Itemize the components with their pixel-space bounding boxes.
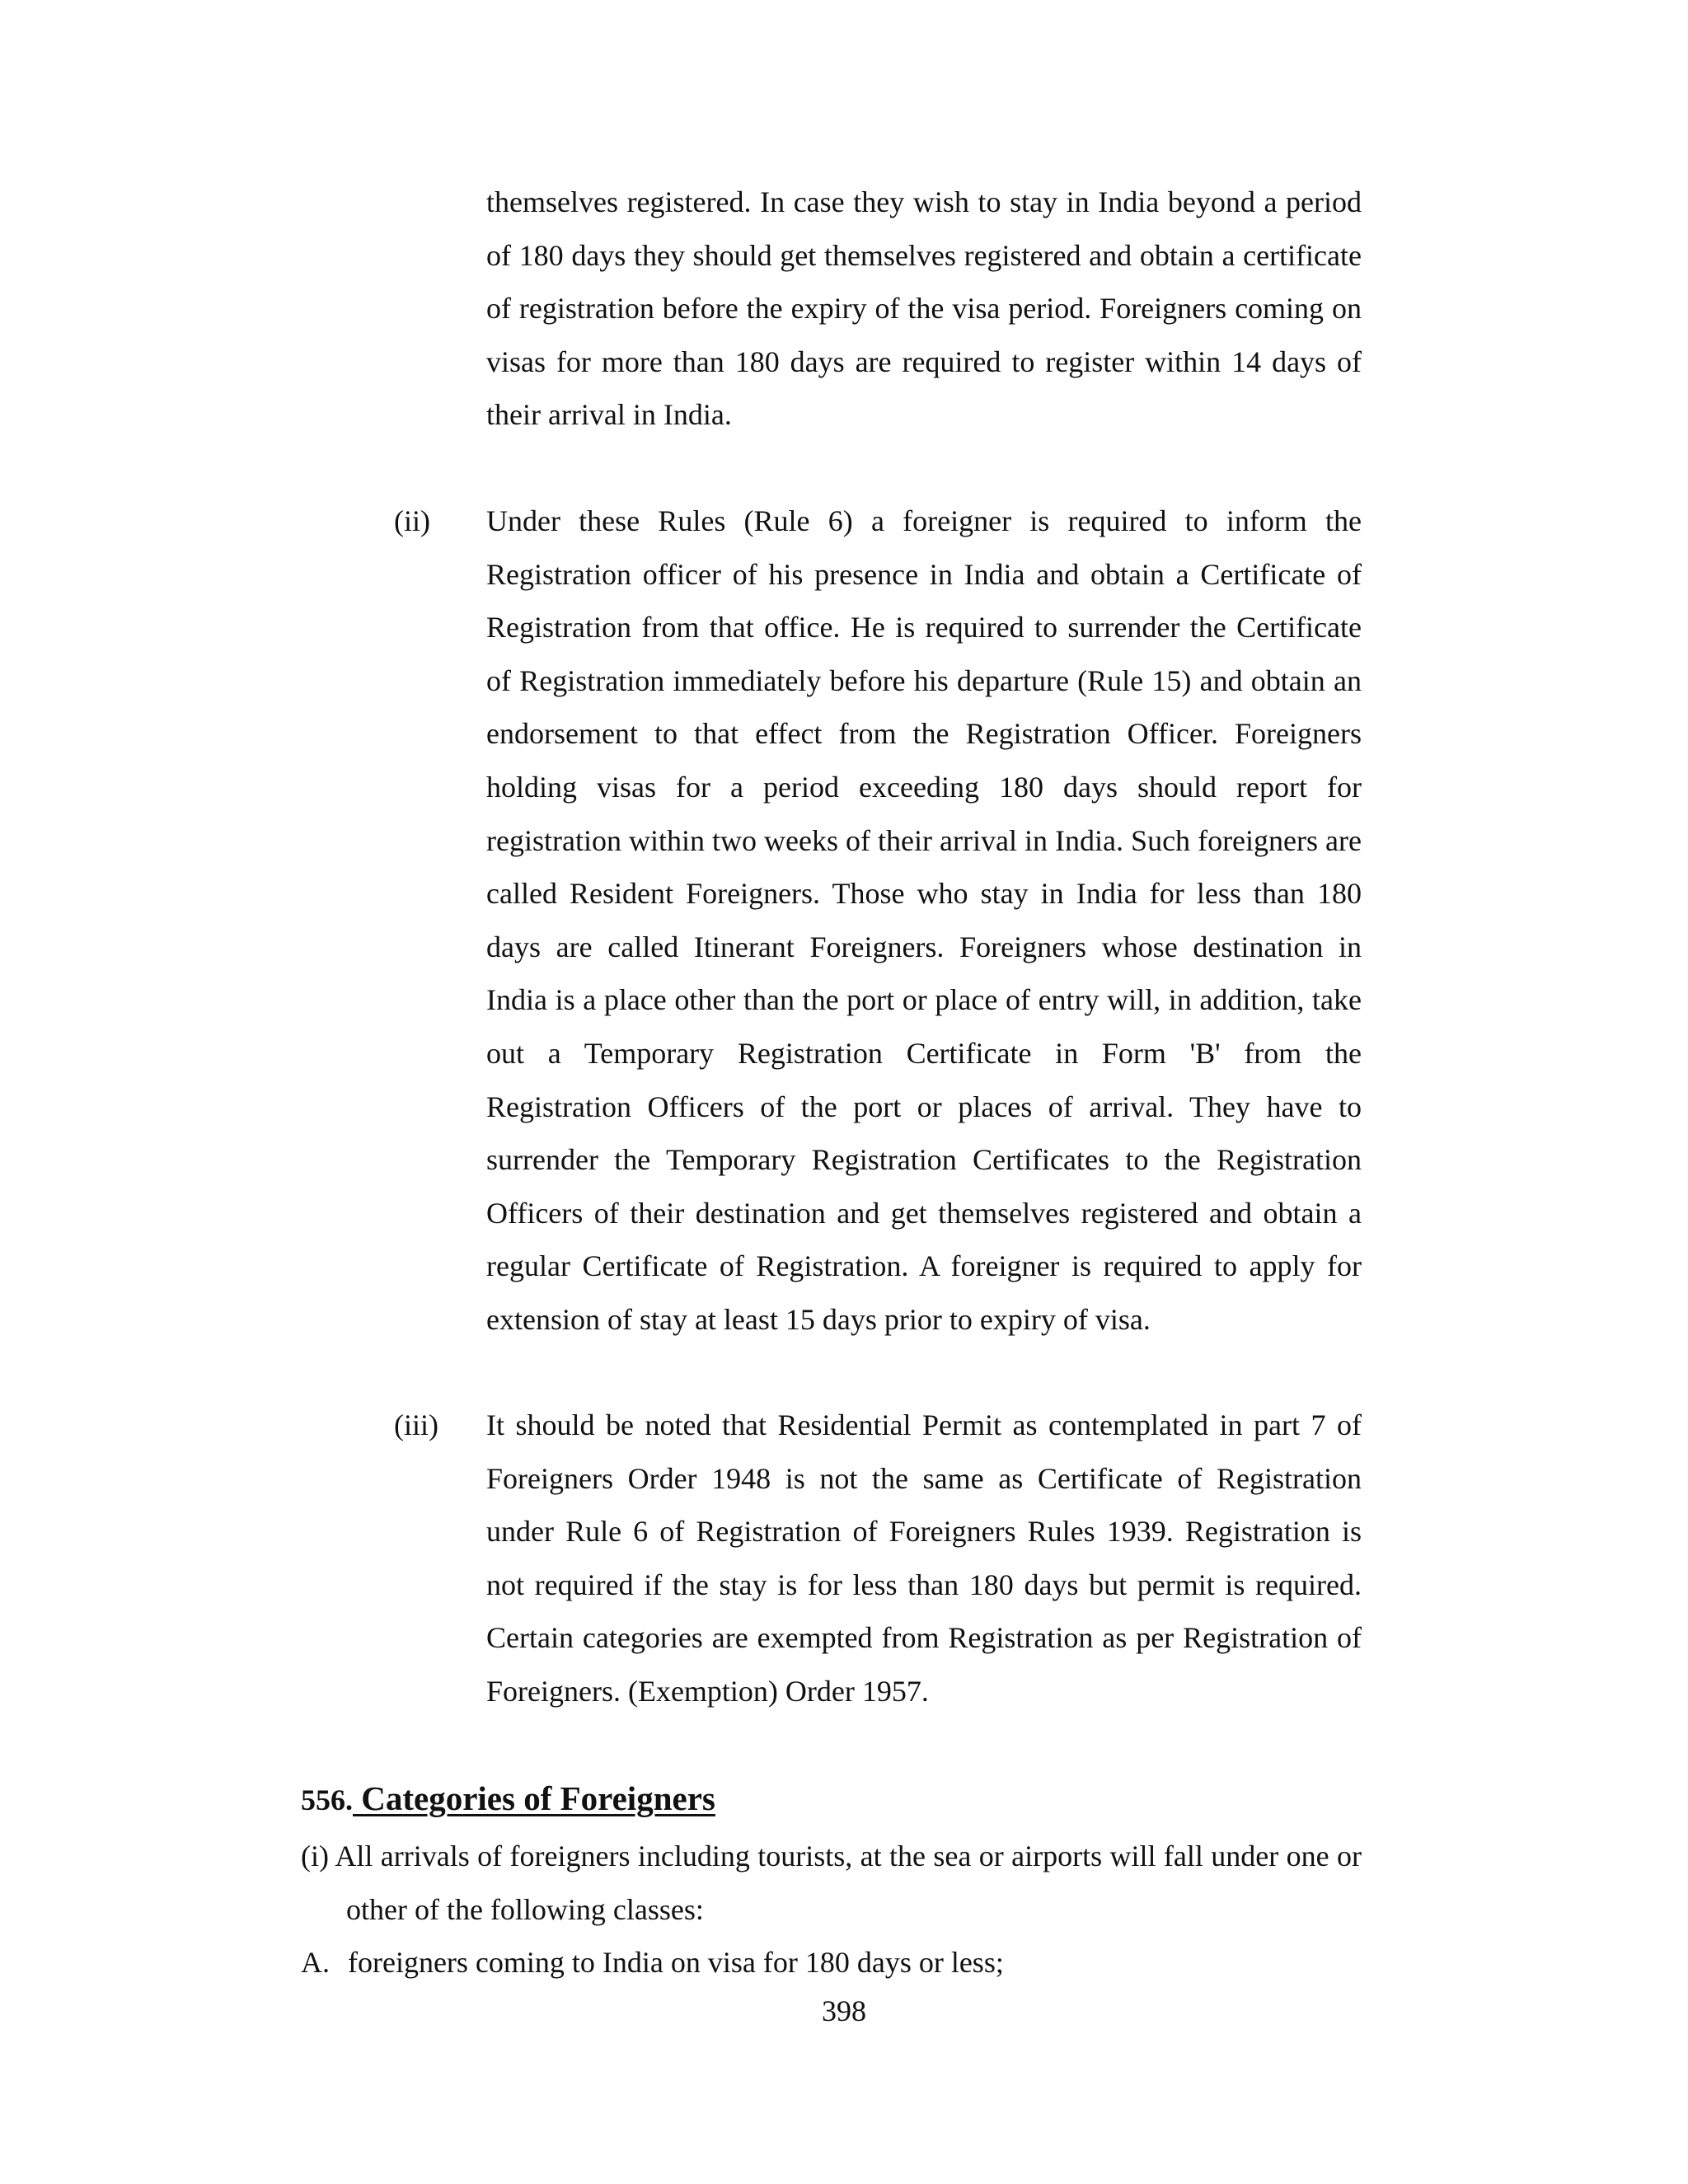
section-number: 556. bbox=[301, 1783, 353, 1816]
class-a-text: foreigners coming to India on visa for 180 days or less; bbox=[348, 1946, 1004, 1980]
item-ii-paragraph: Under these Rules (Rule 6) a foreigner is required to inform the Registration officer of his presence in India and obtain a Certificate of Registration from that office. He is required to surrender the Certificate of Registration immediately before his departure (Rule 15) and obtain an endorsement to that effect from the Registration Officer. Foreigners holding visas for a period exceeding 180 days should report for registration within two weeks of their arrival in India. Such foreigners are called Resident Foreigners. Those who stay in India for less than 180 days are called Itinerant Foreigners. Foreigners whose destination in India is a place other than the port or place of entry will, in addition, take out a Temporary Registration Certificate in Form 'B' from the Registration Officers of the port or places of arrival. They have to surrender the Temporary Registration Certificates to the Registration Officers of their destination and get themselves registered and obtain a regular Certificate of Registration. A foreigner is required to apply for extension of stay at least 15 days prior to expiry of visa. bbox=[486, 504, 1362, 1336]
class-a-item bbox=[301, 1936, 1362, 1990]
section-heading bbox=[301, 1772, 715, 1830]
section-title: Categories of Foreigners bbox=[353, 1779, 715, 1817]
section-body bbox=[301, 1830, 1362, 1990]
item-iii-paragraph: It should be noted that Residential Permit as contemplated in part 7 of Foreigners Order 1948 is not the same as Certificate of Registration under Rule 6 of Registration of Foreigners Rules 1939. Registration is not required if the stay is for less than 180 days but permit is required. Certain categories are exempted from Registration as per Registration of Foreigners. (Exemption) Order 1957. bbox=[486, 1408, 1362, 1708]
section-point-i: (i) All arrivals of foreigners including tourists, at the sea or airports will fall under one or other of the following classes: bbox=[301, 1840, 1362, 1926]
continued-paragraph: themselves registered. In case they wish to stay in India beyond a period of 180 days they should get themselves registered and obtain a certificate of registration before the expiry of the visa period. Foreigners coming on visas for more than 180 days are required to register within 14 days of their arrival in India. bbox=[486, 185, 1362, 432]
class-a-letter: A. bbox=[301, 1946, 330, 1980]
page-number: 398 bbox=[822, 1994, 866, 2027]
item-iii-label: (iii) bbox=[394, 1408, 438, 1441]
item-ii-label: (ii) bbox=[394, 504, 430, 537]
